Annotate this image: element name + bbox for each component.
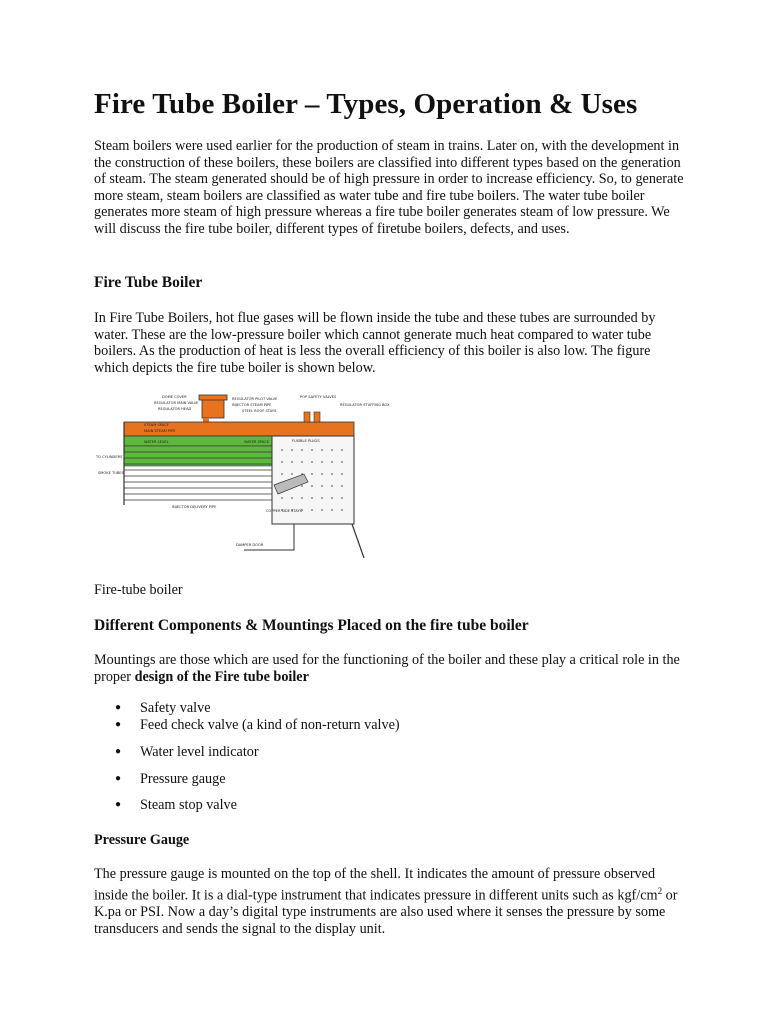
label-steam-space: STEAM SPACE [144, 423, 169, 427]
intro-paragraph: Steam boilers were used earlier for the production of steam in trains. Later on, with the development in the construction of these boilers, these boilers are classified into different types based on the generation of steam. The steam generated should be of high pressure in order to increase efficiency. So, to generate more steam, steam boilers are classified as water tube and fire tube boilers. The water tube boiler generates more steam of high pressure whereas a fire tube boiler generates steam of low pressure. We will discuss the fire tube boiler, different types of firetube boilers, defects, and uses. [94, 138, 684, 237]
section-heading-components: Different Components & Mountings Placed on the fire tube boiler [94, 617, 529, 634]
label-regulator-head: REGULATOR HEAD [158, 407, 192, 411]
fire-tube-paragraph: In Fire Tube Boilers, hot flue gases will be flown inside the tube and these tubes are surrounded by water. These are the low-pressure boiler which cannot generate much heat compared to water tube boilers. As the production of heat is less the overall efficiency of this boiler is also low. The figure which depicts the fire tube boiler is shown below. [94, 310, 656, 376]
bullet-icon: ● [115, 799, 122, 810]
label-to-cylinders: TO CYLINDERS [96, 455, 123, 459]
bullet-icon: ● [115, 702, 122, 713]
label-regulator-main-valve: REGULATOR MAIN VALVE [154, 401, 199, 405]
label-main-steam-pipe: MAIN STEAM PIPE [144, 429, 176, 433]
bullet-icon: ● [115, 746, 122, 757]
pressure-text-pre: The pressure gauge is mounted on the top of the shell. It indicates the amount of pressure observed inside the boiler. It is a dial-type instrument that indicates pressure in different units such as kgf/cm [94, 866, 658, 904]
section-heading-fire-tube-boiler: Fire Tube Boiler [94, 274, 203, 291]
bullet-icon: ● [115, 773, 122, 784]
superscript: 2 [657, 885, 663, 896]
label-regulator-stuffing-box: REGULATOR STUFFING BOX [340, 403, 390, 407]
label-regulator-pilot-valve: REGULATOR PILOT VALVE [232, 397, 278, 401]
design-link-text: design of the Fire tube boiler [134, 668, 309, 685]
label-damper-door: DAMPER DOOR [236, 543, 264, 547]
mountings-paragraph [94, 652, 684, 685]
label-injector-delivery-pipe: INJECTOR DELIVERY PIPE [172, 505, 217, 509]
bullet-icon: ● [115, 719, 122, 730]
list-item-text: Pressure gauge [140, 771, 226, 787]
label-dome-cover: DOME COVER [162, 395, 187, 399]
list-item-text: Feed check valve (a kind of non-return valve) [140, 717, 400, 733]
mountings-text: Mountings are those which are used for the functioning of the boiler and these play a critical role in the proper [94, 652, 680, 685]
figure-caption: Fire-tube boiler [94, 582, 183, 598]
pressure-gauge-paragraph [94, 866, 684, 937]
label-pop-safety-valves: POP SAFETY VALVES [300, 395, 337, 399]
fire-tube-boiler-diagram [94, 390, 390, 566]
label-fusible-plugs: FUSIBLE PLUGS [292, 439, 320, 443]
label-water-level: WATER LEVEL [144, 440, 169, 444]
page-title: Fire Tube Boiler – Types, Operation & Uses [94, 88, 638, 120]
list-item-text: Safety valve [140, 700, 211, 716]
label-water-space: WATER SPACE [244, 440, 270, 444]
section-heading-pressure-gauge: Pressure Gauge [94, 832, 190, 848]
label-steel-roof-stays: STEEL ROOF STAYS [242, 409, 277, 413]
label-injector-steam-pipe: INJECTOR STEAM PIPE [232, 403, 272, 407]
label-smoke-tubes: SMOKE TUBES [98, 471, 124, 475]
pressure-text-post: or K.pa or PSI. Now a day’s digital type instruments are also used where it senses the pressure by some transducers and sends the signal to the display unit. [94, 887, 678, 937]
list-item-text: Water level indicator [140, 744, 259, 760]
label-copper-side-stays: COPPER SIDE STAYS [266, 509, 302, 513]
list-item-text: Steam stop valve [140, 797, 237, 813]
